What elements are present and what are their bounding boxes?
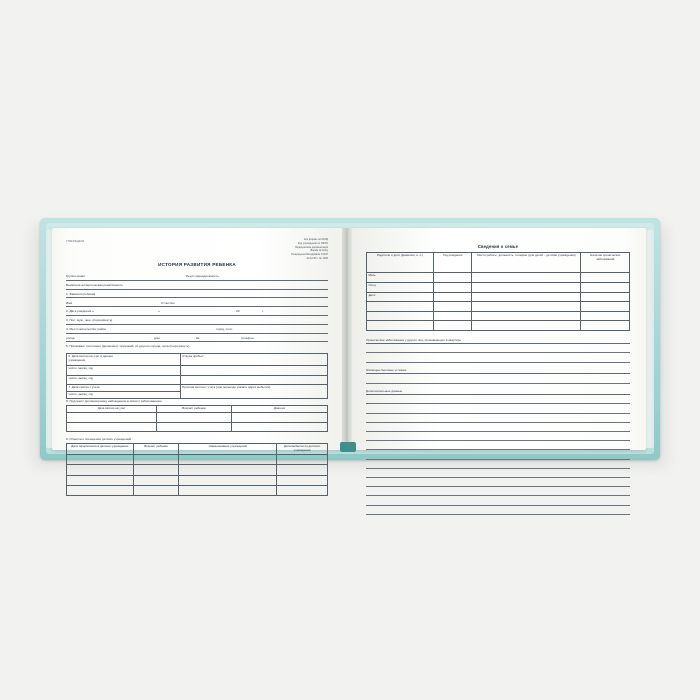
cell-empty[interactable] — [581, 292, 630, 302]
cell-empty[interactable] — [434, 311, 472, 321]
cell-empty[interactable] — [133, 475, 179, 485]
cell-empty[interactable] — [277, 475, 328, 485]
col-header-enrollment-date: Дата оформления в детское учреждение — [67, 444, 134, 455]
field-sex — [66, 317, 328, 325]
field-label: 4. Место жительства: район — [66, 326, 107, 331]
cell-empty[interactable] — [367, 321, 434, 331]
row-label-father: Отец — [367, 283, 434, 293]
cell-empty[interactable] — [179, 465, 277, 475]
col-header-age: Возраст ребенка — [133, 444, 179, 455]
table-childcare — [66, 443, 328, 496]
cell-date-format: число, месяц, год — [67, 375, 181, 385]
field-label: 1. Фамилия ребенка — [66, 291, 96, 296]
cell-empty[interactable] — [434, 273, 472, 283]
cell-empty[interactable] — [67, 422, 157, 432]
section8-label: 8. Подлежит диспансерному наблюдению в связи с заболеванием — [66, 399, 162, 404]
cell-empty[interactable] — [133, 454, 179, 464]
field-label: Жилищно-бытовые условия — [366, 367, 407, 372]
col-header-institution: Наименование учреждения — [179, 444, 277, 455]
cell-empty[interactable] — [67, 454, 134, 464]
blank-line[interactable] — [366, 405, 630, 414]
cell-empty[interactable] — [67, 475, 134, 485]
page-left — [52, 228, 345, 453]
table-family — [366, 252, 630, 331]
cell-empty[interactable] — [472, 292, 581, 302]
table-registration — [66, 353, 328, 399]
cell-deregistration-label: 7. Дата снятия с учета — [67, 385, 181, 392]
cell-empty[interactable] — [157, 422, 231, 432]
cell-empty[interactable] — [581, 311, 630, 321]
cell-empty[interactable] — [472, 302, 581, 312]
stamp-line-3: Форма № 112/у — [310, 249, 328, 253]
cell-empty[interactable] — [434, 283, 472, 293]
field-label-year: 20 — [236, 309, 240, 314]
row-label-mother: Мать — [367, 273, 434, 283]
cell-empty[interactable] — [472, 311, 581, 321]
field-label-year-suffix: г. — [262, 309, 264, 314]
field-label: 3. Пол: муж., жен. (подчеркнуть) — [66, 318, 113, 323]
document-title: ИСТОРИЯ РАЗВИТИЯ РЕБЕНКА — [158, 262, 236, 267]
cell-empty[interactable] — [179, 454, 277, 464]
blank-line[interactable] — [366, 345, 630, 354]
field-label-phone: телефон — [241, 335, 254, 340]
col-header-date: Дата взятия на учет — [67, 406, 157, 413]
cell-empty[interactable] — [67, 465, 134, 475]
cell-empty[interactable] — [277, 465, 328, 475]
blank-line[interactable] — [366, 506, 630, 515]
col-header-workplace: Место работы, должность, телефон (для детей – детские учреждения) — [472, 253, 581, 273]
field-label-secondary: Отчество — [161, 300, 175, 305]
field-chronic-others — [366, 336, 630, 344]
col-header-departure-date: Дата выбытия из детского учреждения — [277, 444, 328, 455]
field-label: 2. Дата рождения « — [66, 309, 94, 314]
field-surname — [66, 290, 328, 298]
section8-label-row — [66, 399, 328, 405]
field-allergy — [66, 281, 328, 289]
page-right — [350, 228, 646, 450]
field-label: Хронические заболевания у других лиц, проживающих в квартире — [366, 337, 462, 342]
field-additional-data — [366, 387, 630, 395]
cell-empty[interactable] — [367, 311, 434, 321]
blank-line[interactable] — [366, 433, 630, 442]
blank-line[interactable] — [366, 442, 630, 451]
col-header-chronic-illness: Наличие хронических заболеваний — [581, 253, 630, 273]
cell-empty[interactable] — [367, 302, 434, 312]
cell-empty[interactable] — [231, 412, 327, 422]
field-name-patronymic — [66, 299, 328, 307]
col-header-age: Возраст ребенка — [157, 406, 231, 413]
cell-origin-label: Откуда прибыл — [180, 354, 327, 366]
field-label: 5. Проживает постоянно (временно): приезжий, из другого города, села (подчеркнуть) — [66, 344, 190, 349]
left-page-content — [52, 228, 345, 453]
blank-line[interactable] — [366, 497, 630, 506]
cell-empty[interactable] — [67, 412, 157, 422]
cell-empty[interactable] — [472, 321, 581, 331]
blank-line[interactable] — [366, 469, 630, 478]
col-header-parents-children: Родители и дети (фамилия, и. о.) — [367, 253, 434, 273]
family-section-title: Сведения о семье — [477, 244, 519, 249]
cell-empty[interactable] — [180, 375, 327, 385]
field-label: Имя — [66, 300, 73, 305]
cell-empty[interactable] — [434, 292, 472, 302]
cell-empty[interactable] — [179, 486, 277, 496]
approval-note: УТВЕРЖДЕНА — [66, 240, 85, 243]
cell-empty[interactable] — [581, 283, 630, 293]
table-dispensary — [66, 405, 328, 432]
blank-line[interactable] — [366, 460, 630, 469]
field-label-secondary: город, село — [216, 326, 233, 331]
cell-empty[interactable] — [277, 486, 328, 496]
field-blood-group — [66, 273, 328, 281]
cell-empty[interactable] — [157, 412, 231, 422]
cell-registration-label: 6. Дата взятия на учет в данное учреждение — [67, 354, 181, 366]
open-book — [40, 218, 660, 460]
cell-empty[interactable] — [434, 302, 472, 312]
col-header-diagnosis: Диагноз — [231, 406, 327, 413]
stamp-line-5: 04.10.80 г. № 1030 — [306, 256, 328, 260]
cell-empty[interactable] — [277, 454, 328, 464]
field-label-flat: кв. — [196, 335, 200, 340]
cell-empty[interactable] — [231, 422, 327, 432]
blank-line[interactable] — [366, 488, 630, 497]
stamp-line-4: Утверждена Минздравом СССР — [290, 253, 328, 256]
field-label-secondary: Резус-принадлежность — [186, 274, 219, 279]
blank-line[interactable] — [366, 375, 630, 384]
field-label: Выявлена аллергическая реактивность — [66, 282, 123, 287]
row-label-children: Дети: — [367, 292, 434, 302]
cell-empty[interactable] — [434, 321, 472, 331]
cell-date-format: число, месяц, год — [67, 392, 181, 399]
spine-tab — [340, 442, 356, 452]
blank-line[interactable] — [366, 423, 630, 432]
field-birthdate — [66, 308, 328, 316]
field-label: Дополнительные данные — [366, 388, 403, 393]
field-label: Группа крови — [66, 274, 85, 279]
field-label-house: дом — [154, 335, 160, 340]
cell-empty[interactable] — [581, 321, 630, 331]
section9-label: 9. Отметка о посещении детских учреждений — [66, 437, 132, 442]
cell-empty[interactable] — [179, 475, 277, 485]
field-residency-type — [66, 343, 328, 350]
col-header-birth-year: Год рождения — [434, 253, 472, 273]
cell-empty[interactable] — [472, 283, 581, 293]
cell-empty[interactable] — [133, 465, 179, 475]
stamp-line-0: Код формы по ОКУД — [303, 238, 328, 241]
field-street — [66, 334, 328, 342]
form-stamp — [66, 238, 328, 261]
cell-date-format: число, месяц, год — [67, 366, 181, 376]
blank-line[interactable] — [366, 354, 630, 363]
cell-empty[interactable] — [581, 273, 630, 283]
cell-empty[interactable] — [67, 486, 134, 496]
cell-empty[interactable] — [472, 273, 581, 283]
field-residence — [66, 325, 328, 333]
blank-line[interactable] — [366, 396, 630, 405]
blank-line[interactable] — [366, 451, 630, 460]
right-page-content — [350, 228, 646, 450]
cell-empty[interactable] — [581, 302, 630, 312]
field-label: улица — [66, 335, 75, 340]
cell-deregistration-reason-label: Причина снятия с учета (при переезде указать адрес выбытия) — [180, 385, 327, 399]
field-label-secondary: » — [158, 309, 160, 314]
section9-label-row — [66, 437, 328, 443]
cell-empty[interactable] — [133, 486, 179, 496]
cell-empty[interactable] — [180, 366, 327, 376]
blank-line[interactable] — [366, 479, 630, 488]
stamp-line-2: Медицинская документация — [295, 245, 328, 249]
stamp-line-1: Код учреждения по ОКПО — [297, 241, 328, 245]
book-spine — [342, 228, 352, 450]
blank-line[interactable] — [366, 414, 630, 423]
field-living-conditions — [366, 366, 630, 374]
